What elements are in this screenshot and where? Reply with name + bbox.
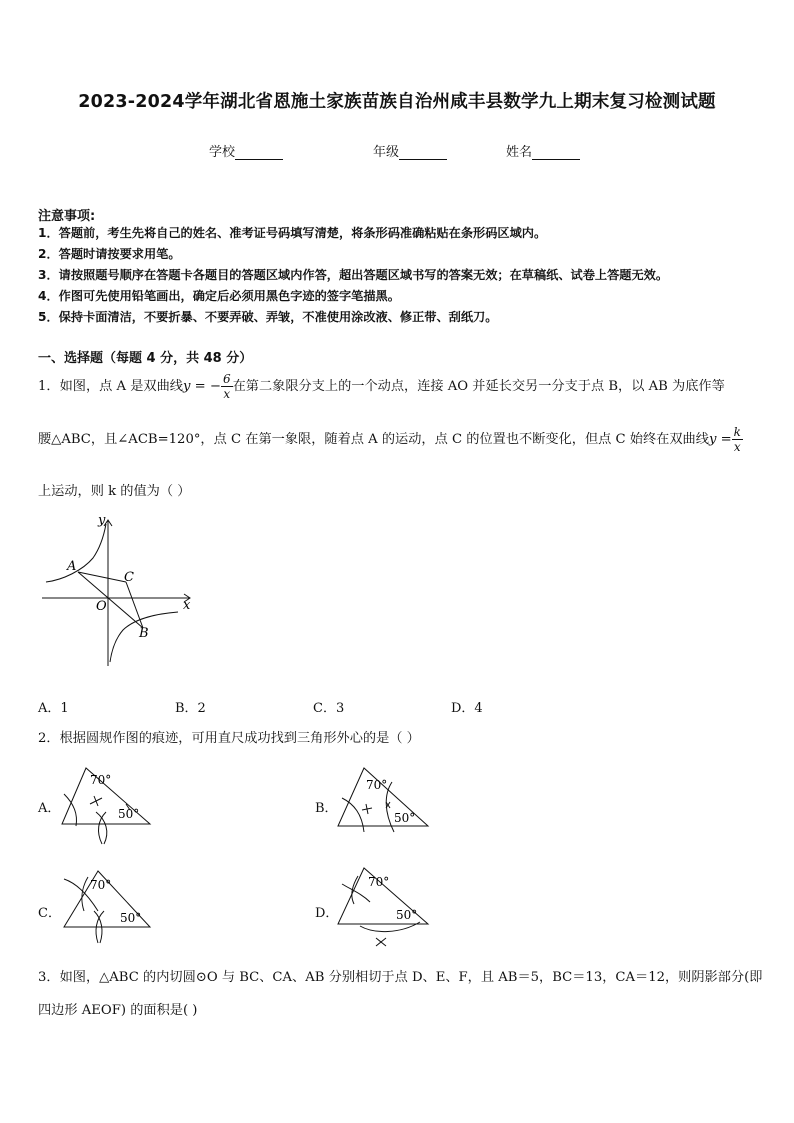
angle-70-label: 70° (90, 878, 112, 892)
q1-figure (38, 510, 198, 670)
label-x: x (183, 598, 191, 613)
tick-mark (362, 804, 372, 814)
cross-mark (376, 938, 386, 946)
angle-70-label: 70° (366, 778, 388, 792)
q2-question: 2．根据圆规作图的痕迹，可用直尺成功找到三角形外心的是（ ） (38, 731, 420, 746)
q1-option-b[interactable]: B．2 (175, 701, 206, 716)
q1-text-b: 在第二象限分支上的一个动点，连接 AO 并延长交另一分支于点 B，以 AB 为底作等 (232, 379, 725, 394)
grade-field (373, 141, 447, 160)
q2-option-b[interactable]: B． (315, 801, 338, 816)
q1-text-c: 腰△ABC，且∠ACB=120°，点 C 在第一象限，随着点 A 的运动，点 C 的位置也不断变化，但点 C 始终在双曲线 (38, 432, 709, 447)
q2-figure-b (334, 762, 434, 837)
angle-50-label: 50° (118, 807, 140, 821)
q1-line3: 上运动，则 k 的值为（ ） (38, 484, 191, 499)
section-heading: 一、选择题（每题 4 分，共 48 分） (38, 351, 253, 366)
grade-label: 年级 (373, 145, 400, 160)
note-item: 4．作图可先使用铅笔画出，确定后必须用黑色字迹的签字笔描黑。 (38, 289, 400, 303)
name-label: 姓名 (506, 145, 533, 160)
tick-mark (90, 796, 102, 806)
arc-mark (342, 798, 364, 832)
q1-option-c[interactable]: C．3 (313, 701, 345, 716)
q2-option-a[interactable]: A． (38, 801, 61, 816)
note-item: 2．答题时请按要求用笔。 (38, 247, 181, 261)
q3-line1: 3．如图，△ABC 的内切圆⊙O 与 BC、CA、AB 分别相切于点 D、E、F，且 AB＝5，BC＝13，CA＝12，则阴影部分(即 (38, 970, 763, 985)
arc-mark (99, 812, 106, 844)
school-blank[interactable] (235, 145, 283, 160)
label-c: C (124, 570, 134, 585)
label-b: B (139, 626, 149, 641)
label-y: y (98, 513, 106, 528)
q1-option-a[interactable]: A．1 (38, 701, 69, 716)
q2-option-c[interactable]: C． (38, 906, 61, 921)
arc-mark (360, 922, 420, 932)
q1-eq2-den: x (733, 440, 741, 454)
q2-option-d[interactable]: D． (315, 906, 339, 921)
q1-eq1-num: 6 (222, 372, 231, 386)
school-field (209, 141, 283, 160)
q3-line2: 四边形 AEOF) 的面积是( ) (38, 1003, 198, 1018)
q2-figure-c (58, 865, 158, 945)
q1-eq2-lhs: y = (708, 432, 732, 447)
arc-mark (96, 812, 107, 844)
page-title: 2023-2024学年湖北省恩施土家族苗族自治州咸丰县数学九上期末复习检测试题 (78, 92, 716, 112)
q1-text-a: 1．如图，点 A 是双曲线 (38, 379, 183, 394)
angle-50-label: 50° (394, 811, 416, 825)
q2-figure-d (334, 862, 434, 952)
note-item: 1．答题前，考生先将自己的姓名、准考证号码填写清楚，将条形码准确粘贴在条形码区域内。 (38, 226, 547, 240)
angle-70-label: 70° (90, 773, 112, 787)
q2-figure-a (56, 762, 156, 847)
arc-mark (342, 884, 370, 902)
segment-ac (78, 572, 126, 582)
name-blank[interactable] (532, 145, 580, 160)
q1-option-d[interactable]: D．4 (451, 701, 483, 716)
q1-eq2-fraction (732, 425, 743, 454)
q1-eq1-fraction (221, 372, 233, 401)
name-field (506, 141, 580, 160)
note-item: 3．请按照题号顺序在答题卡各题目的答题区域内作答，超出答题区域书写的答案无效；在草稿纸、试卷上答题无效。 (38, 268, 669, 282)
label-o: O (96, 599, 107, 614)
q1-line1 (38, 372, 725, 401)
angle-50-label: 50° (396, 908, 418, 922)
angle-70-label: 70° (368, 875, 390, 889)
notes-heading: 注意事项: (38, 209, 96, 224)
label-a: A (67, 559, 77, 574)
angle-50-label: 50° (120, 911, 142, 925)
q1-eq1-lhs: y = − (183, 379, 221, 394)
school-label: 学校 (209, 145, 236, 160)
q1-eq2-num: k (733, 425, 741, 439)
grade-blank[interactable] (399, 145, 447, 160)
note-item: 5．保持卡面清洁，不要折暴、不要弄破、弄皱，不准使用涂改液、修正带、刮纸刀。 (38, 310, 498, 324)
arc-mark (64, 794, 77, 826)
q1-eq1-den: x (223, 387, 231, 401)
q1-line2 (38, 425, 743, 454)
